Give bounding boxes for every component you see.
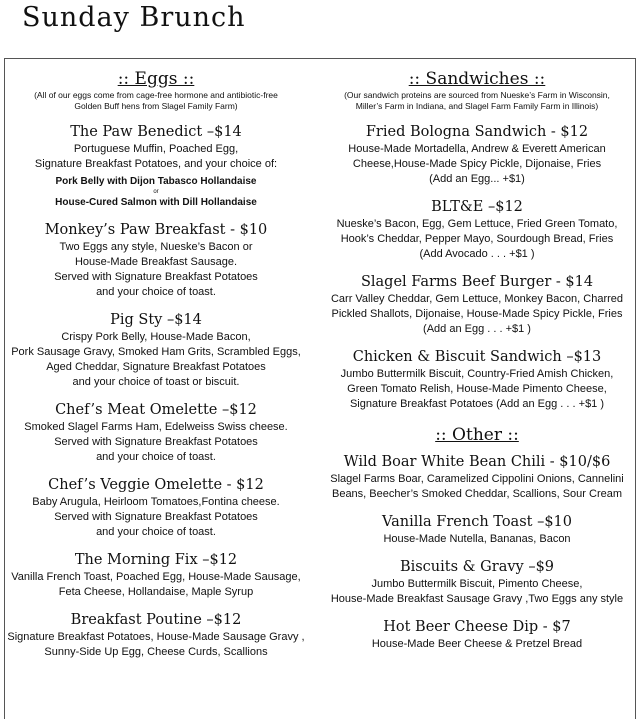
desc-line: House-Made Beer Cheese & Pretzel Bread	[371, 638, 583, 650]
item-blte: BLT&E –$12	[431, 199, 523, 215]
item-morning-fix: The Morning Fix –$12	[74, 552, 238, 568]
desc-line: (Add Avocado . . . +$1 )	[419, 248, 535, 260]
desc-line: Crispy Pork Belly, House-Made Bacon,	[61, 331, 251, 343]
item-meat-omelette: Chef’s Meat Omelette –$12	[55, 402, 257, 418]
other-heading: :: Other ::	[435, 425, 519, 445]
eggs-heading: :: Eggs ::	[117, 69, 195, 89]
item-pig-sty: Pig Sty –$14	[110, 312, 202, 328]
eggs-note: (All of our eggs come from cage-free hormone and antibiotic-free Golden Buff hens from Slagel Family Farm)	[34, 90, 278, 111]
desc-line: Served with Signature Breakfast Potatoes	[54, 271, 258, 283]
eggs-column	[6, 68, 306, 660]
desc-line: Nueske’s Bacon, Egg, Gem Lettuce, Fried Green Tomato,	[336, 218, 618, 230]
desc-line: Baby Arugula, Heirloom Tomatoes,Fontina cheese.	[32, 496, 280, 508]
desc-line: House-Made Breakfast Sausage.	[74, 256, 238, 268]
item-monkeys-paw: Monkey’s Paw Breakfast - $10	[44, 222, 268, 238]
item-vanilla-french-toast: Vanilla French Toast –$10	[382, 514, 572, 530]
item-biscuits-gravy: Biscuits & Gravy –$9	[399, 559, 555, 575]
item-breakfast-poutine: Breakfast Poutine –$12	[70, 612, 242, 628]
desc-line: Aged Cheddar, Signature Breakfast Potatoes	[46, 361, 266, 373]
option-pork-belly: Pork Belly with Dijon Tabasco Hollandaise	[55, 176, 257, 187]
desc-line: House-Made Nutella, Bananas, Bacon	[383, 533, 571, 545]
desc-line: and your choice of toast.	[96, 526, 216, 538]
desc-line: Slagel Farms Boar, Caramelized Cippolini Onions, Cannelini	[330, 473, 624, 485]
desc-line: and your choice of toast.	[96, 286, 216, 298]
sandwiches-note: (Our sandwich proteins are sourced from Nueske’s Farm in Wisconsin, Miller’s Farm in Indiana, and Slagel Farm Family Farm in Illinois)	[344, 90, 610, 111]
option-salmon: House-Cured Salmon with Dill Hollandaise	[55, 197, 257, 208]
item-beef-burger: Slagel Farms Beef Burger - $14	[360, 274, 594, 290]
item-chicken-biscuit: Chicken & Biscuit Sandwich –$13	[352, 349, 602, 365]
desc-line: and your choice of toast.	[96, 451, 216, 463]
desc-line: Signature Breakfast Potatoes, and your choice of:	[34, 158, 278, 170]
desc-line: Vanilla French Toast, Poached Egg, House-Made Sausage,	[11, 571, 301, 583]
item-fried-bologna: Fried Bologna Sandwich - $12	[365, 124, 589, 140]
desc-line: Two Eggs any style, Nueske’s Bacon or	[59, 241, 253, 253]
desc-line: (Add an Egg... +$1)	[429, 173, 525, 185]
item-boar-chili: Wild Boar White Bean Chili - $10/$6	[343, 454, 611, 470]
item-veggie-omelette: Chef’s Veggie Omelette - $12	[48, 477, 264, 493]
desc-line: Carr Valley Cheddar, Gem Lettuce, Monkey Bacon, Charred	[330, 293, 624, 305]
desc-line: Smoked Slagel Farms Ham, Edelweiss Swiss cheese.	[24, 421, 288, 433]
desc-line: Jumbo Buttermilk Biscuit, Country-Fried Amish Chicken,	[340, 368, 614, 380]
desc-line: Pork Sausage Gravy, Smoked Ham Grits, Scrambled Eggs,	[11, 346, 301, 358]
desc-line: Beans, Beecher’s Smoked Cheddar, Scallions, Sour Cream	[331, 488, 623, 500]
desc-line: House-Made Mortadella, Andrew & Everett American	[348, 143, 606, 155]
option-or: or	[153, 189, 159, 195]
desc-line: Served with Signature Breakfast Potatoes	[54, 436, 258, 448]
desc-line: Signature Breakfast Potatoes, House-Made Sausage Gravy ,	[7, 631, 305, 643]
desc-line: (Add an Egg . . . +$1 )	[423, 323, 531, 335]
desc-line: Cheese,House-Made Spicy Pickle, Dijonaise, Fries	[352, 158, 602, 170]
sandwiches-column	[318, 68, 636, 652]
desc-line: Signature Breakfast Potatoes (Add an Egg . . . +$1 )	[349, 398, 605, 410]
desc-line: Green Tomato Relish, House-Made Pimento Cheese,	[347, 383, 607, 395]
menu-title: Sunday Brunch	[22, 2, 246, 33]
desc-line: House-Made Breakfast Sausage Gravy ,Two Eggs any style	[330, 593, 624, 605]
desc-line: Served with Signature Breakfast Potatoes	[54, 511, 258, 523]
desc-line: Sunny-Side Up Egg, Cheese Curds, Scallions	[44, 646, 268, 658]
item-paw-benedict: The Paw Benedict –$14	[70, 124, 242, 140]
desc-line: Portuguese Muffin, Poached Egg,	[73, 143, 239, 155]
desc-line: Feta Cheese, Hollandaise, Maple Syrup	[58, 586, 254, 598]
desc-line: Hook’s Cheddar, Pepper Mayo, Sourdough Bread, Fries	[340, 233, 614, 245]
desc-line: and your choice of toast or biscuit.	[72, 376, 240, 388]
item-beer-cheese-dip: Hot Beer Cheese Dip - $7	[383, 619, 571, 635]
desc-line: Pickled Shallots, Dijonaise, House-Made Spicy Pickle, Fries	[331, 308, 623, 320]
sandwiches-heading: :: Sandwiches ::	[408, 69, 546, 89]
desc-line: Jumbo Buttermilk Biscuit, Pimento Cheese,	[371, 578, 583, 590]
